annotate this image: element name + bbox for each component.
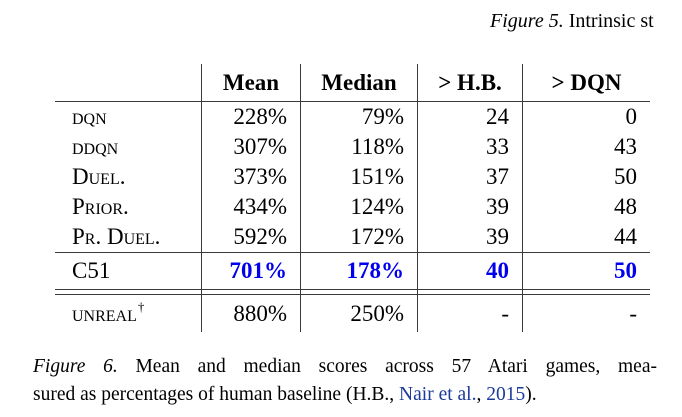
gt-hb-value: 33 (418, 132, 523, 162)
mean-value: 434% (202, 192, 301, 222)
gt-dqn-value: 50 (614, 164, 637, 189)
mean-value: 592% (202, 222, 301, 252)
row-label: Pr. Duel. (55, 222, 202, 252)
figure5-text: Intrinsic st (563, 10, 654, 32)
row-label: C51 (55, 252, 202, 289)
figure6-caption (33, 353, 657, 408)
median-value: 151% (301, 162, 418, 192)
header-gt-hb: > H.B. (418, 64, 523, 102)
median-value: 250% (301, 295, 418, 332)
median-value: 178% (301, 252, 418, 289)
mean-value: 701% (202, 252, 301, 289)
gt-hb-value: 37 (418, 162, 523, 192)
gt-dqn-value: - (629, 300, 637, 326)
figure5-label: Figure 5. (490, 10, 564, 32)
results-table (55, 64, 650, 332)
gt-dqn-value: 48 (614, 194, 637, 219)
header-mean: Mean (202, 64, 301, 102)
caption-line-2: sured as percentages of human baseline (H.B., Nair et al., 2015). (33, 383, 537, 405)
citation-link-nair[interactable]: Nair et al. (399, 383, 477, 405)
gt-dqn-value: 43 (614, 134, 637, 159)
header-median: Median (301, 64, 418, 102)
row-label: dqn (55, 102, 202, 132)
gt-hb-value: 39 (418, 222, 523, 252)
row-label: ddqn (55, 132, 202, 162)
mean-value: 307% (202, 132, 301, 162)
figure5-caption-fragment (490, 10, 654, 33)
gt-hb-value: 39 (418, 192, 523, 222)
mean-value: 880% (202, 295, 301, 332)
median-value: 124% (301, 192, 418, 222)
citation-link-year[interactable]: 2015 (486, 383, 526, 405)
gt-hb-value: - (418, 295, 523, 332)
caption-line-1: Figure 6. Mean and median scores across 57 Atari games, mea- (33, 356, 657, 377)
row-label: unreal † (55, 295, 202, 332)
row-label: Prior. (55, 192, 202, 222)
header-gt-dqn: > DQN (523, 64, 650, 102)
mean-value: 373% (202, 162, 301, 192)
header-empty (55, 64, 202, 102)
mean-value: 228% (202, 102, 301, 132)
gt-dqn-value: 0 (625, 104, 637, 129)
row-label: Duel. (55, 162, 202, 192)
gt-hb-value: 40 (418, 252, 523, 289)
median-value: 172% (301, 222, 418, 252)
gt-hb-value: 24 (418, 102, 523, 132)
median-value: 118% (301, 132, 418, 162)
median-value: 79% (301, 102, 418, 132)
figure6-label: Figure 6. (33, 356, 118, 377)
gt-dqn-value: 44 (614, 224, 637, 249)
gt-dqn-value: 50 (523, 252, 650, 289)
